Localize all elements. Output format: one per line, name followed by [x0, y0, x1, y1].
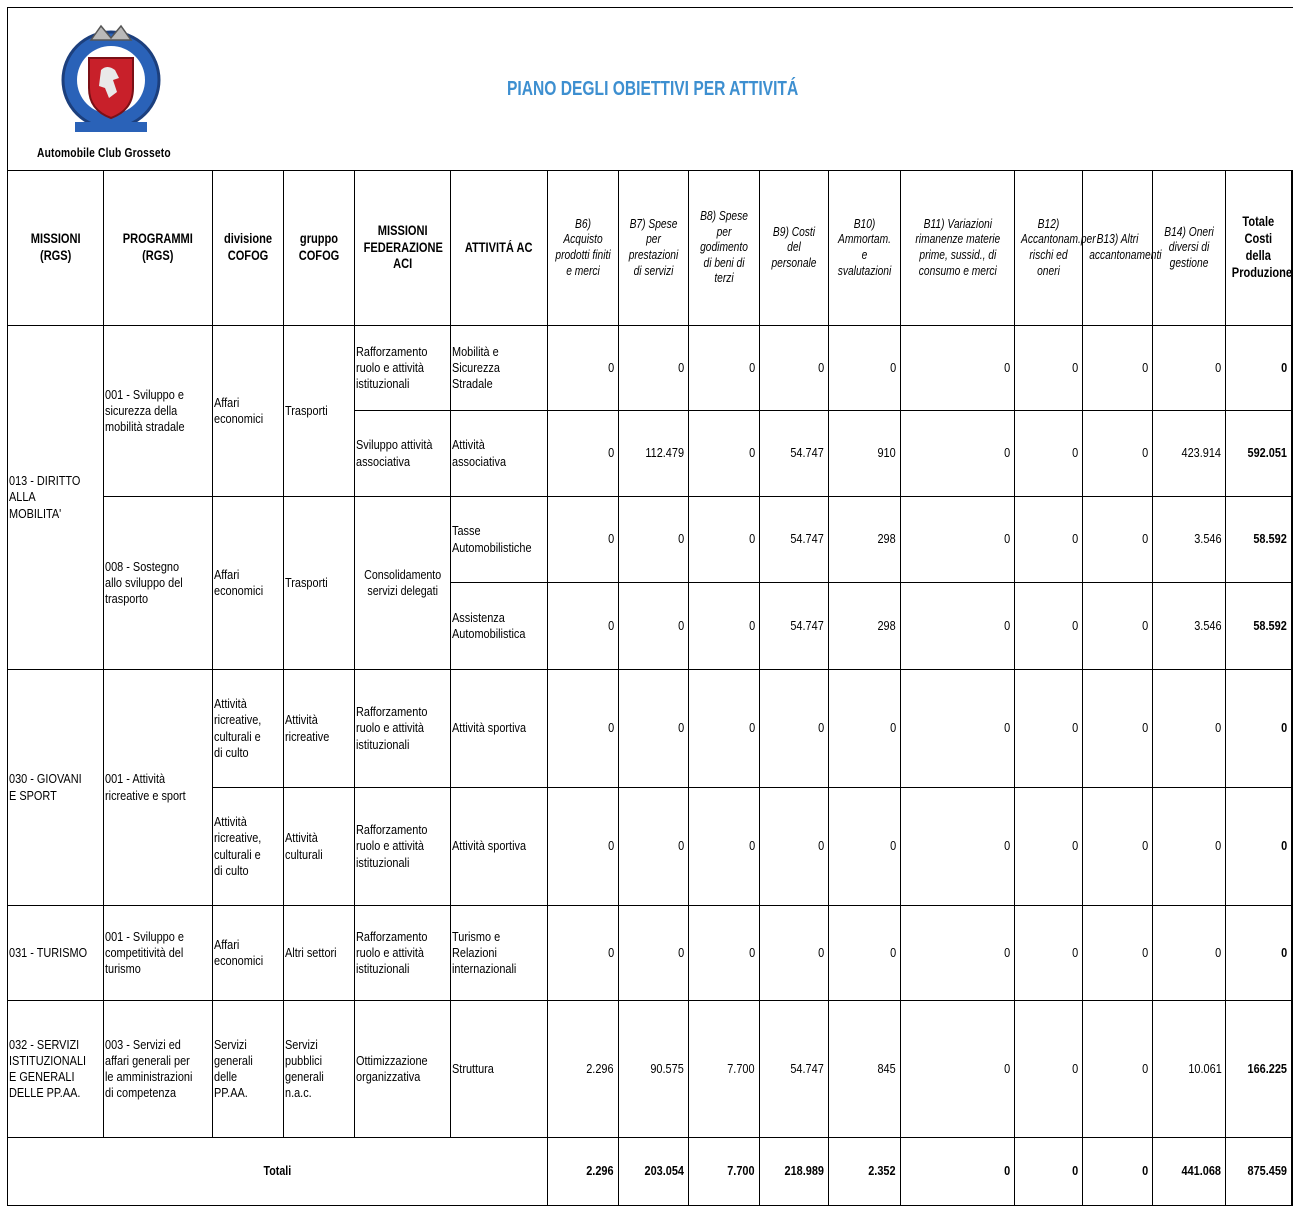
value-cell: 0	[547, 583, 618, 670]
value-cell: 0	[1015, 583, 1083, 670]
total-cell: 166.225	[1226, 1001, 1292, 1138]
value-cell: 0	[900, 1001, 1015, 1138]
value-cell: 0	[1083, 497, 1153, 583]
total-cell: 0	[1226, 670, 1292, 788]
total-cell: 0	[1226, 326, 1292, 411]
value-cell: 54.747	[759, 1001, 828, 1138]
value-cell: 0	[759, 788, 828, 906]
total-cell: 58.592	[1226, 497, 1292, 583]
value-cell: 0	[900, 326, 1015, 411]
value-cell: 0	[618, 326, 688, 411]
total-value-cell: 203.054	[618, 1138, 688, 1206]
value-cell: 0	[547, 411, 618, 497]
value-cell: 0	[828, 906, 900, 1001]
value-cell: 10.061	[1153, 1001, 1226, 1138]
value-cell: 0	[688, 411, 759, 497]
total-value-cell: 218.989	[759, 1138, 828, 1206]
value-cell: 0	[1083, 670, 1153, 788]
value-cell: 0	[1083, 906, 1153, 1001]
col-divisione: divisione COFOG	[212, 171, 283, 326]
col-b7: B7) Spese per prestazioni di servizi	[618, 171, 688, 326]
value-cell: 0	[1153, 326, 1226, 411]
value-cell: 0	[759, 906, 828, 1001]
programma-cell: 001 - Attività ricreative e sport	[104, 670, 213, 906]
col-b12: B12) Accantonam.per rischi ed oneri	[1015, 171, 1083, 326]
value-cell: 3.546	[1153, 497, 1226, 583]
value-cell: 0	[688, 497, 759, 583]
value-cell: 54.747	[759, 497, 828, 583]
value-cell: 0	[547, 670, 618, 788]
value-cell: 0	[900, 497, 1015, 583]
value-cell: 0	[688, 583, 759, 670]
value-cell: 0	[900, 788, 1015, 906]
total-cell: 592.051	[1226, 411, 1292, 497]
value-cell: 0	[688, 326, 759, 411]
value-cell: 0	[688, 788, 759, 906]
value-cell: 7.700	[688, 1001, 759, 1138]
page-title: PIANO DEGLI OBIETTIVI PER ATTIVITÁ	[507, 78, 799, 100]
table-row	[8, 326, 1293, 411]
total-cell: 58.592	[1226, 583, 1292, 670]
value-cell: 0	[828, 788, 900, 906]
value-cell: 0	[547, 497, 618, 583]
missione-fed-cell: Rafforzamento ruolo e attività istituzionali	[354, 788, 450, 906]
value-cell: 0	[1153, 906, 1226, 1001]
gruppo-cell: Trasporti	[283, 326, 354, 497]
col-totale: Totale Costi della Produzione	[1226, 171, 1292, 326]
value-cell: 0	[618, 497, 688, 583]
table-row	[8, 670, 1293, 788]
total-value-cell: 0	[1083, 1138, 1153, 1206]
col-missioni-federazione: MISSIONI FEDERAZIONE ACI	[354, 171, 450, 326]
total-value-cell: 7.700	[688, 1138, 759, 1206]
value-cell: 0	[618, 906, 688, 1001]
missione-cell: 030 - GIOVANI E SPORT	[8, 670, 104, 906]
attivita-cell: Attività associativa	[451, 411, 547, 497]
missione-fed-cell: Consolidamento servizi delegati	[354, 497, 450, 670]
value-cell: 0	[828, 326, 900, 411]
value-cell: 423.914	[1153, 411, 1226, 497]
value-cell: 0	[900, 670, 1015, 788]
value-cell: 90.575	[618, 1001, 688, 1138]
programma-cell: 001 - Sviluppo e sicurezza della mobilità stradale	[104, 326, 213, 497]
col-b9: B9) Costi del personale	[759, 171, 828, 326]
col-missioni: MISSIONI (RGS)	[8, 171, 104, 326]
table-row	[8, 497, 1293, 583]
total-cell: 0	[1226, 906, 1292, 1001]
attivita-cell: Tasse Automobilistiche	[451, 497, 547, 583]
divisione-cell: Attività ricreative, culturali e di culto	[212, 670, 283, 788]
total-cell: 0	[1226, 788, 1292, 906]
programma-cell: 001 - Sviluppo e competitività del turismo	[104, 906, 213, 1001]
value-cell: 0	[759, 326, 828, 411]
value-cell: 0	[900, 583, 1015, 670]
value-cell: 910	[828, 411, 900, 497]
grand-total-cell: 875.459	[1226, 1138, 1292, 1206]
total-value-cell: 2.296	[547, 1138, 618, 1206]
value-cell: 3.546	[1153, 583, 1226, 670]
gruppo-cell: Attività culturali	[283, 788, 354, 906]
programma-cell: 008 - Sostegno allo sviluppo del trasporto	[104, 497, 213, 670]
value-cell: 0	[547, 906, 618, 1001]
logo-caption: Automobile Club Grosseto	[37, 146, 171, 160]
value-cell: 0	[618, 788, 688, 906]
attivita-cell: Struttura	[451, 1001, 547, 1138]
col-b8: B8) Spese per godimento di beni di terzi	[688, 171, 759, 326]
value-cell: 0	[547, 326, 618, 411]
value-cell: 0	[900, 411, 1015, 497]
missione-cell: 031 - TURISMO	[8, 906, 104, 1001]
value-cell: 0	[1015, 411, 1083, 497]
programma-cell: 003 - Servizi ed affari generali per le amministrazioni di competenza	[104, 1001, 213, 1138]
value-cell: 0	[1015, 1001, 1083, 1138]
value-cell: 54.747	[759, 583, 828, 670]
divisione-cell: Attività ricreative, culturali e di culto	[212, 788, 283, 906]
value-cell: 0	[1083, 326, 1153, 411]
col-programmi: PROGRAMMI (RGS)	[104, 171, 213, 326]
col-gruppo: gruppo COFOG	[283, 171, 354, 326]
value-cell: 0	[900, 906, 1015, 1001]
value-cell: 0	[828, 670, 900, 788]
value-cell: 298	[828, 583, 900, 670]
col-attivita: ATTIVITÁ AC	[451, 171, 547, 326]
col-b6: B6) Acquisto prodotti finiti e merci	[547, 171, 618, 326]
divisione-cell: Affari economici	[212, 497, 283, 670]
value-cell: 0	[688, 670, 759, 788]
value-cell: 0	[1083, 583, 1153, 670]
missione-fed-cell: Rafforzamento ruolo e attività istituzionali	[354, 670, 450, 788]
missione-fed-cell: Ottimizzazione organizzativa	[354, 1001, 450, 1138]
missione-cell: 032 - SERVIZI ISTITUZIONALI E GENERALI DELLE PP.AA.	[8, 1001, 104, 1138]
value-cell: 0	[1015, 906, 1083, 1001]
divisione-cell: Servizi generali delle PP.AA.	[212, 1001, 283, 1138]
value-cell: 0	[1153, 670, 1226, 788]
total-value-cell: 2.352	[828, 1138, 900, 1206]
totals-row	[8, 1138, 1293, 1206]
value-cell: 0	[1015, 497, 1083, 583]
gruppo-cell: Altri settori	[283, 906, 354, 1001]
gruppo-cell: Attività ricreative	[283, 670, 354, 788]
table-row	[8, 1001, 1293, 1138]
value-cell: 298	[828, 497, 900, 583]
divisione-cell: Affari economici	[212, 906, 283, 1001]
missione-cell: 013 - DIRITTO ALLA MOBILITA'	[8, 326, 104, 670]
table-row	[8, 906, 1293, 1001]
value-cell: 0	[688, 906, 759, 1001]
total-value-cell: 0	[1015, 1138, 1083, 1206]
attivita-cell: Mobilità e Sicurezza Stradale	[451, 326, 547, 411]
missione-fed-cell: Rafforzamento ruolo e attività istituzionali	[354, 906, 450, 1001]
gruppo-cell: Servizi pubblici generali n.a.c.	[283, 1001, 354, 1138]
value-cell: 0	[618, 583, 688, 670]
value-cell: 0	[759, 670, 828, 788]
col-b11: B11) Variazioni rimanenze materie prime, sussid., di consumo e merci	[900, 171, 1015, 326]
value-cell: 54.747	[759, 411, 828, 497]
col-b14: B14) Oneri diversi di gestione	[1153, 171, 1226, 326]
value-cell: 0	[1083, 788, 1153, 906]
missione-fed-cell: Rafforzamento ruolo e attività istituzionali	[354, 326, 450, 411]
value-cell: 112.479	[618, 411, 688, 497]
value-cell: 0	[1015, 788, 1083, 906]
value-cell: 0	[1083, 411, 1153, 497]
header-row	[8, 171, 1293, 326]
attivita-cell: Assistenza Automobilistica	[451, 583, 547, 670]
value-cell: 0	[547, 788, 618, 906]
missione-fed-cell: Sviluppo attività associativa	[354, 411, 450, 497]
total-value-cell: 0	[900, 1138, 1015, 1206]
value-cell: 2.296	[547, 1001, 618, 1138]
value-cell: 0	[1083, 1001, 1153, 1138]
value-cell: 0	[1015, 326, 1083, 411]
totals-label: Totali	[8, 1138, 548, 1206]
divisione-cell: Affari economici	[212, 326, 283, 497]
objectives-table	[7, 170, 1293, 1206]
value-cell: 0	[1015, 670, 1083, 788]
attivita-cell: Attività sportiva	[451, 670, 547, 788]
value-cell: 0	[618, 670, 688, 788]
gruppo-cell: Trasporti	[283, 497, 354, 670]
total-value-cell: 441.068	[1153, 1138, 1226, 1206]
attivita-cell: Attività sportiva	[451, 788, 547, 906]
attivita-cell: Turismo e Relazioni internazionali	[451, 906, 547, 1001]
col-b13: B13) Altri accantonamenti	[1083, 171, 1153, 326]
value-cell: 0	[1153, 788, 1226, 906]
col-b10: B10) Ammortam. e svalutazioni	[828, 171, 900, 326]
value-cell: 845	[828, 1001, 900, 1138]
